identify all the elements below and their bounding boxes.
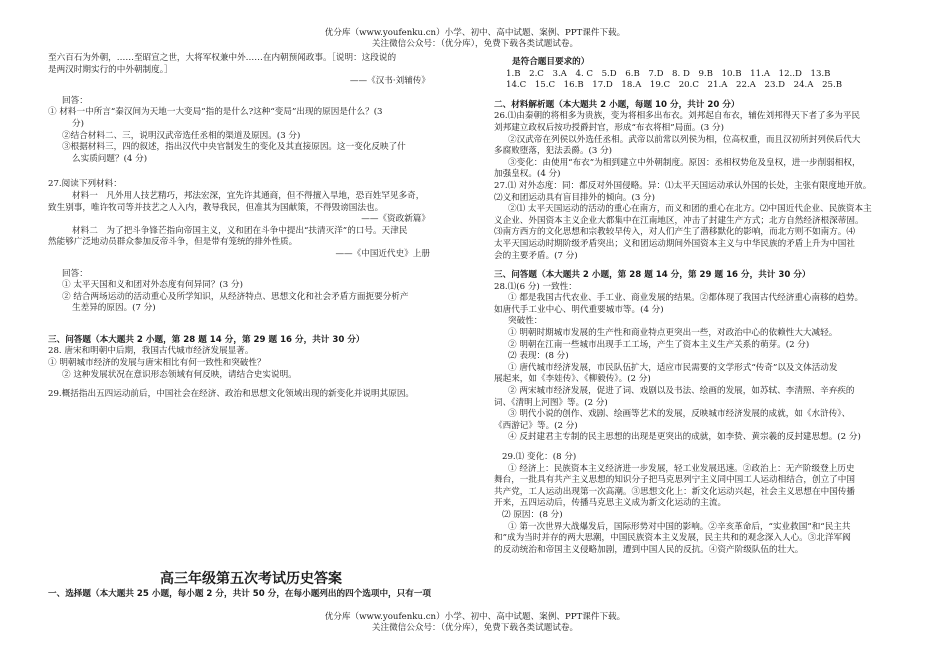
- answer-line: 展起来，如《李娃传》、《柳毅传》。(2 分): [494, 374, 651, 385]
- answer-line: ⑵ 原因：(8 分): [502, 509, 563, 520]
- text-line: 回答：: [62, 268, 88, 279]
- answer-key: 1.B 2.C 3.A 4. C 5.D 6.B 7.D 8. D 9.B 10.B 11.A 12..D 13.B: [506, 68, 831, 79]
- text-line: 生差异的原因。(7 分): [72, 303, 156, 314]
- answer-line: ① 经济上：民族资本主义经济进一步发展，轻工业发展迅速。②政治上：无产阶级登上历史: [508, 463, 855, 474]
- source-citation: ——《中国近代史》上册: [335, 248, 430, 259]
- question-heading: 29.概括指出五四运动前后，中国社会在经济、政治和思想文化领域出现的新变化并说明其原因。: [48, 389, 415, 400]
- question-item: ② 这种发展状况在意识形态领域有何反映，请结合史实说明。: [62, 369, 297, 380]
- page-footer: [0, 612, 950, 634]
- answer-line: ③变化：由使用“布衣”为相到建立中外朝制度。原因：丞相权势危及皇权，进一步削弱相权，: [508, 157, 861, 168]
- answer-line: ① 明朝时期城市发展的生产性和商业特点更突出一些，对政治中心的依赖性大大减轻。: [508, 328, 838, 339]
- answer-line: 和”成为当时并存的两大思潮，中国民族资本主义发展，民主共和的观念深入人心。③北洋军阀: [494, 533, 851, 544]
- right-column: [494, 53, 912, 556]
- question-item: ② 结合两场运动的活动重心及所学知识，从经济特点、思想文化和社会矛盾方面扼要分析产: [62, 291, 409, 302]
- answer-line: 27.⑴ 对外态度：同：都反对外国侵略。异：⑴太平天国运动承认外国的长处，主张有限度地开放。: [494, 180, 872, 191]
- section-heading: 三、问答题（本大题共 2 小题，第 28 题 14 分，第 29 题 16 分，共计 30 分）: [48, 334, 365, 345]
- header-line-2: 关注微信公众号：（优分库），免费下载各类试题试卷。: [371, 39, 579, 49]
- answer-line: 开来，五四运动后，传播马克思主义成为新文化运动的主流。: [494, 498, 727, 509]
- question-item: ③根据材料三，四的叙述，指出汉代中央官制发生的变化及其直接原因。这一变化反映了什: [62, 142, 406, 153]
- answer-line: ② 明朝在江南一些城市出现手工工场，产生了资本主义生产关系的萌芽。(2 分): [508, 339, 810, 350]
- answer-line: 26.⑴由秦朝的将相多为贵族，变为将相多出布衣。刘邦起自布衣，辅佐刘邦得天下者了多为平民: [494, 111, 861, 122]
- source-citation: ——《汉书·刘辅传》: [349, 76, 430, 87]
- answer-key: 14.C 15.C 16.B 17.D 18.A 19.C 20.C 21.A 22.A 23.D 24.A 25.B: [506, 80, 843, 91]
- footer-line-1: 优分库（www.youfenku.cn）小学、初中、高中试题、案例、PPT课件下载。: [324, 612, 626, 622]
- answer-line: 28.⑴(6 分) 一致性：: [494, 281, 577, 292]
- material-text: 材料一 凡外用人技艺精巧，邦法宏深，宜先许其通商，但不得擅入旱地，恐百姓罕见多奇，: [72, 190, 425, 201]
- exam-title: 高三年级第五次考试历史答案: [160, 571, 342, 587]
- answer-line: ③ 明代小说的创作、戏剧、绘画等艺术的发展，反映城市经济发展的成就，如《水浒传》、: [508, 409, 851, 420]
- exam-subtitle: 一、选择题（本大题共 25 小题，每小题 2 分，共计 50 分，在每小题列出的四个选项中，只有一项: [48, 589, 432, 599]
- material-text: 然能够广泛地动员群众参加反帝斗争，但是带有笼统的排外性质。: [48, 237, 298, 248]
- answer-line: ④ 反封建君主专制的民主思想的出现是更突出的成就，如李贽、黄宗羲的反封建思想。(2 分): [508, 432, 861, 443]
- answer-line: ① 都是我国古代农业、手工业、商业发展的结果。②都体现了我国古代经济重心南移的趋势。: [508, 293, 864, 304]
- text-line: 分): [72, 118, 84, 129]
- text-line: 么实质问题？(4 分): [72, 153, 148, 164]
- answer-line: 舞台，一批具有共产主义思想的知识分子把马克思列宁主义同中国工人运动相结合，创立了中国: [494, 475, 855, 486]
- answer-line: ②汉武帝在列侯以外选任丞相。武帝以前常以列侯为相，位高权重，而且汉初所封列侯后代大: [508, 134, 861, 145]
- answer-line: ② 两宋城市经济发展，促进了词、戏剧以及书法、绘画的发展，如苏轼、李清照、辛弃疾的: [508, 386, 855, 397]
- question-item: ②结合材料二、三，说明汉武帝选任丞相的渠道及原因。(3 分): [62, 130, 301, 141]
- answer-line: 义企业、外国资本主义企业大都集中在江南地区，冲击了封建生产方式；北方自然经济根深蒂固。: [494, 215, 864, 226]
- answer-line: ⑵义和团运动具有盲目排外的倾向。(3 分): [494, 192, 655, 203]
- answer-line: 太平天国运动时期阶级矛盾突出；义和团运动期间外国资本主义与中华民族的矛盾上升为中国社: [494, 238, 855, 249]
- answer-line: 词、《清明上河图》等。(2 分): [494, 397, 608, 408]
- answer-line: 加强皇权。(4 分): [494, 169, 561, 180]
- material-text: 材料二 为了把斗争锋芒指向帝国主义，义和团在斗争中提出“扶清灭洋”的口号。天津民: [72, 225, 408, 236]
- question-item: ① 太平天国和义和团对外态度有何异同？(3 分): [62, 280, 243, 291]
- answer-line: ⑵ 表现：(8 分): [508, 351, 569, 362]
- section-heading: 三、问答题（本大题共 2 小题，第 28 题 14 分，第 29 题 16 分，共计 30 分）: [494, 270, 811, 281]
- answer-line: 的反动统治和帝国主义侵略加剧，遭到中国人民的反抗。④资产阶级队伍的壮大。: [494, 544, 804, 555]
- answer-line: ① 唐代城市经济发展，市民队伍扩大，适应市民需要的文学形式“传奇”以及文体活动发: [508, 362, 838, 373]
- answer-line: 刘邦建立政权后按功授爵封官，形成“布衣将相”局面。(3 分): [494, 122, 724, 133]
- answer-line: ⑶南方西方的文化思想和宗教较早传入，对人们产生了潜移默化的影响，而北方则不如南方。⑷: [494, 227, 855, 238]
- footer-line-2: 关注微信公众号：（优分库），免费下载各类试题试卷。: [371, 623, 579, 633]
- section-heading: 二、材料解析题（本大题共 2 小题，每题 10 分，共计 20 分）: [494, 99, 740, 110]
- answer-line: 共产党，工人运动出现第一次高潮。③思想文化上：新文化运动兴起，社会主义思想在中国传播: [494, 486, 855, 497]
- page-header: [0, 28, 950, 50]
- answer-line: 多腐败堕落，犯法丢爵。(3 分): [494, 146, 613, 157]
- left-column: [48, 53, 460, 401]
- answer-line: ②⑴ 太平天国运动的活动的重心在南方，而义和团的重心在北方。⑵中国近代企业、民族资本主: [508, 204, 872, 215]
- question-item: ① 材料一中所言“秦汉间为天地一大变局”指的是什么?这种“变局”出现的原因是什么？(3: [48, 107, 383, 118]
- answer-line: 29.⑴ 变化：(8 分): [502, 452, 577, 462]
- text-line: 至六百石为外朝，……至昭宣之世，大将军权兼中外……在内朝预闻政事。［说明：这段说的: [48, 53, 397, 63]
- question-heading: 27.阅读下列材料：: [48, 179, 122, 190]
- section-heading: 是符合题目要求的）: [512, 57, 590, 67]
- question-heading: 28. 唐宋和明朝中后期，我国古代城市经济发展显著。: [48, 346, 254, 357]
- text-line: 回答：: [62, 95, 88, 106]
- text-line: 是两汉时期实行的中外朝制度。］: [48, 64, 173, 75]
- answer-line: ① 第一次世界大战爆发后，国际形势对中国的影响。②辛亥革命后，“实业救国”和“民主共: [508, 521, 851, 532]
- question-item: ① 明朝城市经济的发展与唐宋相比有何一致性和突破性？: [48, 358, 266, 369]
- source-citation: ——《资政新篇》: [361, 214, 430, 225]
- answer-line: 《西游记》等。(2 分): [494, 420, 578, 431]
- header-line-1: 优分库（www.youfenku.cn）小学、初中、高中试题、案例、PPT课件下载。: [324, 28, 626, 38]
- answer-line: 突破性：: [508, 316, 543, 327]
- material-text: 致生别事，唯许牧司等并技艺之人入内，教导我民，但准其为国献策，不得毁谤国法也。: [48, 202, 384, 213]
- answer-line: 会的主要矛盾。(7 分): [494, 250, 578, 261]
- answer-line: 如唐代手工业中心、明代重要城市等。(4 分): [494, 304, 664, 315]
